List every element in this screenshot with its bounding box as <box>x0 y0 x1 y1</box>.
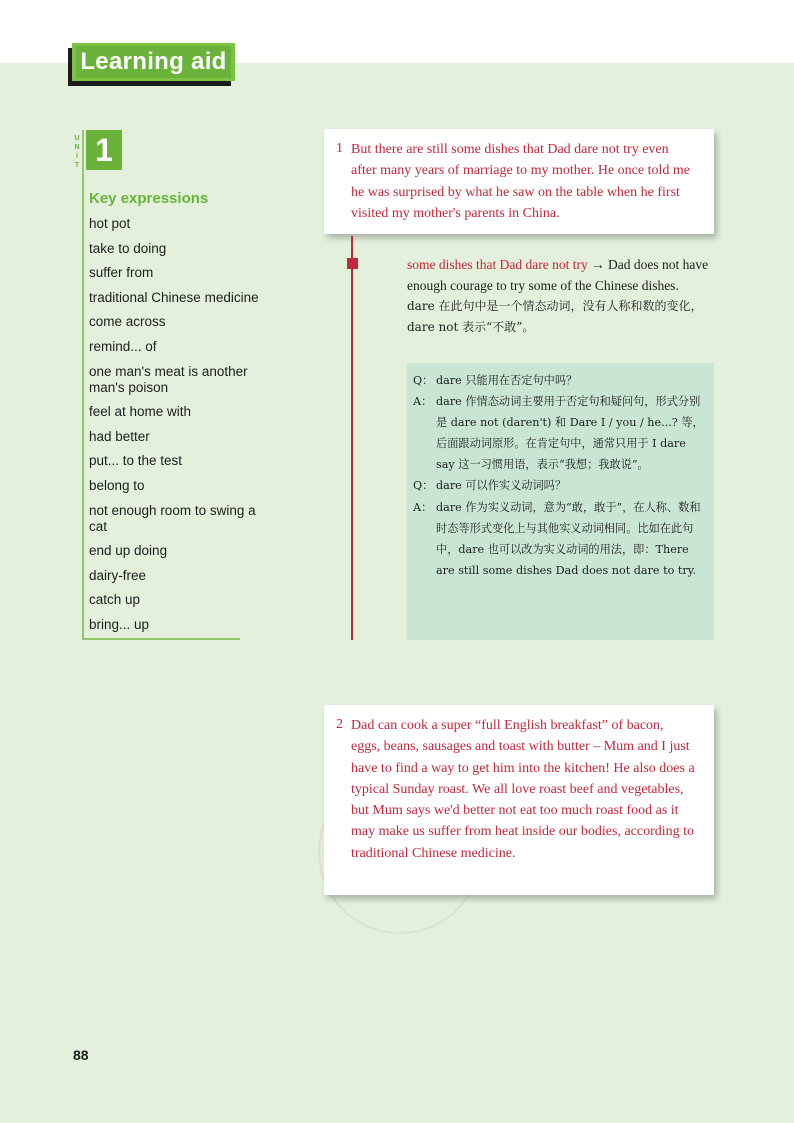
key-expressions-list <box>89 216 269 642</box>
qa-box <box>407 363 714 640</box>
key-expression-item: end up doing <box>89 543 168 559</box>
annotation-note <box>407 254 712 338</box>
qa-text: dare 只能用在否定句中吗？ <box>436 374 578 387</box>
key-expressions-heading: Key expressions <box>89 190 209 207</box>
key-expression-item: bring... up <box>89 616 150 632</box>
key-expression-item: catch up <box>89 592 141 608</box>
key-expression-item: come across <box>89 314 166 330</box>
key-expression-item: dairy-free <box>89 567 147 583</box>
qa-label: A： <box>413 500 433 514</box>
qa-answer <box>413 497 705 581</box>
qa-text: dare 作为实义动词，意为“敢，敢于”，在人称、数和时态等形式变化上与其他实义动词相同。比如在此句中，dare 也可以改为实义动词的用法，即：There are still some dishes Dad does not dare to try. <box>436 500 701 577</box>
qa-text: dare 作情态动词主要用于否定句和疑问句，形式分别是 dare not (daren't) 和 Dare I / you / he...? 等，后面跟动词原形。在肯定句中，通常只用于 I dare say 这一习惯用语，表示“我想；我敢说”。 <box>436 395 704 472</box>
qa-text: dare 可以作实义动词吗？ <box>436 479 567 493</box>
unit-number-badge: 1 <box>86 130 122 170</box>
key-expression-item: suffer from <box>89 265 154 281</box>
key-expression-item: put... to the test <box>89 453 183 469</box>
qa-label: A： <box>413 395 433 409</box>
passage-card-2 <box>324 705 714 895</box>
passage-number: 2 <box>336 717 343 732</box>
annotation-rule <box>351 236 353 640</box>
qa-label: Q： <box>413 479 434 493</box>
unit-rule-vertical <box>82 130 84 640</box>
qa-question <box>413 370 705 391</box>
annotation-marker <box>347 258 358 269</box>
learning-aid-tag <box>72 43 235 81</box>
key-expression-item: belong to <box>89 477 145 493</box>
key-expression-item: take to doing <box>89 240 167 256</box>
passage-text: But there are still some dishes that Dad dare not try even after many years of marriage to my mother. He once told me he was surprised by what he saw on the table when he first visited my mother's parents in China. <box>351 142 690 221</box>
note-highlight: some dishes that Dad dare not try <box>407 257 588 272</box>
passage-text: Dad can cook a super “full English breakfast” of bacon, eggs, beans, sausages and toast with butter – Mum and I just have to find a way to get him into the kitchen! He also does a typical Sunday roast. We all love roast beef and vegetables, but Mum says we'd better not eat too much roast food as it may make us suffer from heat inside our bodies, according to traditional Chinese medicine. <box>351 718 695 861</box>
qa-answer <box>413 391 705 475</box>
key-expression-item: feel at home with <box>89 404 192 420</box>
page-number: 88 <box>73 1047 89 1063</box>
qa-label: Q： <box>413 374 434 387</box>
key-expression-item: not enough room to swing a cat <box>89 502 256 534</box>
note-chinese: dare 在此句中是一个情态动词，没有人称和数的变化，dare not 表示“不敢”。 <box>407 299 703 334</box>
key-expression-item: had better <box>89 428 150 444</box>
passage-number: 1 <box>336 141 343 156</box>
passage-card-1 <box>324 129 714 234</box>
qa-list <box>413 370 705 581</box>
key-expression-item: traditional Chinese medicine <box>89 289 259 305</box>
key-expression-item: one man's meat is another man's poison <box>89 363 248 395</box>
learning-aid-label: Learning aid <box>80 48 227 75</box>
key-expression-item: hot pot <box>89 216 131 231</box>
unit-word: U N I T <box>74 135 80 169</box>
qa-question <box>413 475 705 496</box>
note-explanation: → Dad does not have enough courage to try some of the Chinese dishes. <box>407 257 709 293</box>
key-expression-item: remind... of <box>89 338 157 354</box>
